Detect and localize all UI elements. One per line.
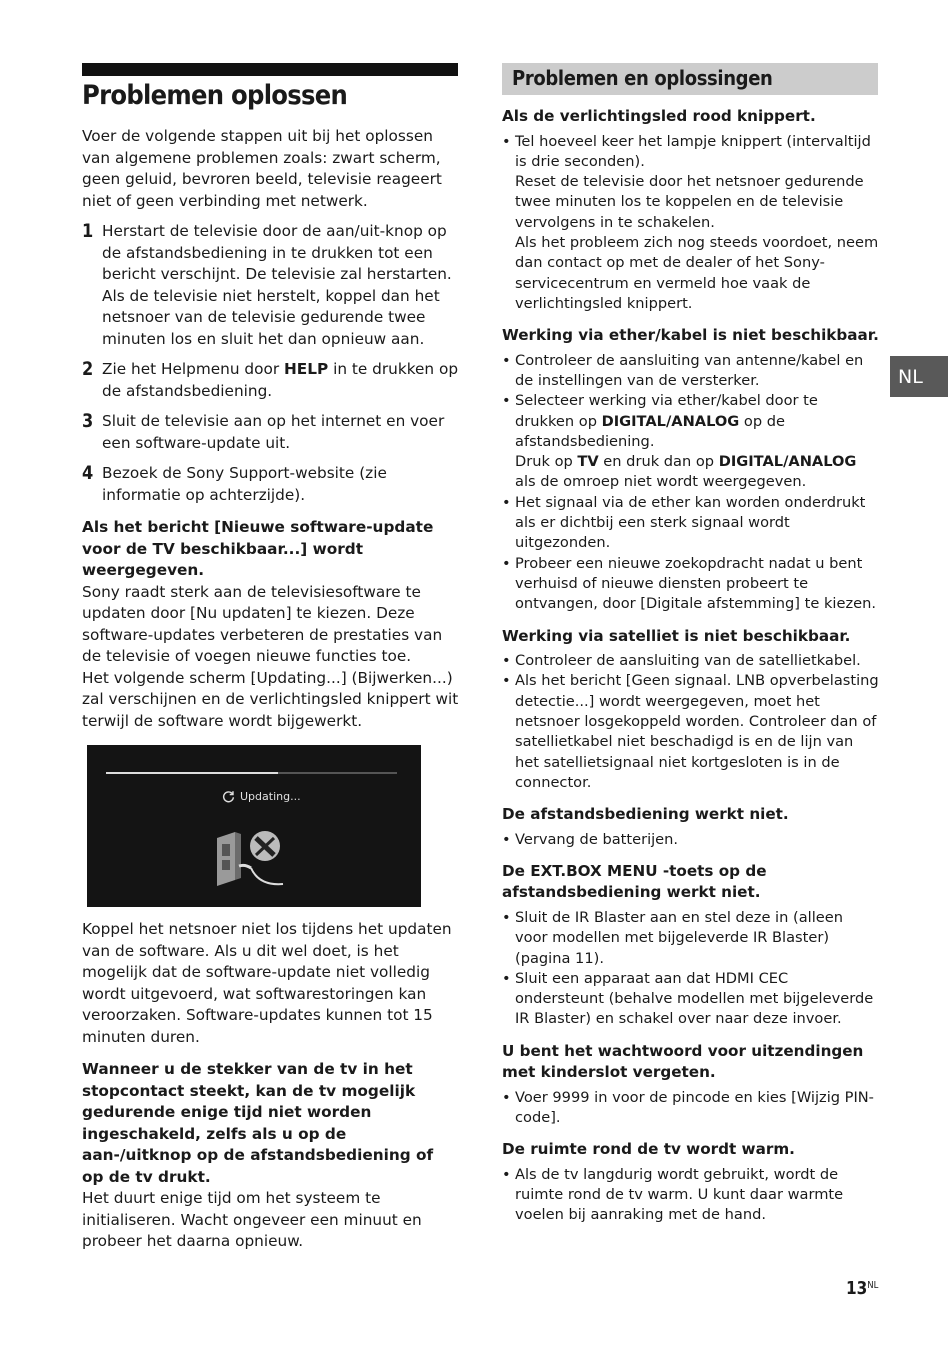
text-part: als de omroep niet wordt weergegeven.	[515, 473, 807, 491]
step-number: 1	[82, 220, 94, 242]
bullet-item: • Het signaal via de ether kan worden onderdrukt als er dichtbij een sterk signaal wordt uitgezonden.	[502, 493, 879, 554]
bullet-item: • Sluit de IR Blaster aan en stel deze in (alleen voor modellen met bijgeleverde IR Blaster) (pagina 11).	[502, 908, 879, 969]
bullet-list	[502, 830, 879, 850]
updating-text: Updating...	[240, 790, 301, 803]
text-part: en druk dan op	[598, 453, 719, 471]
section-ext-box	[502, 861, 879, 1030]
step-text: Bezoek de Sony Support-website (zie informatie op achterzijde).	[102, 464, 387, 504]
section-heading: De afstandsbediening werkt niet.	[502, 805, 789, 824]
update-text: Sony raadt sterk aan de televisiesoftware te updaten door [Nu updaten] te kiezen. Deze software-updates verbeteren de prestaties van de televisie of voegen nieuwe functies toe.	[82, 582, 443, 665]
section-ether-cable	[502, 325, 879, 614]
unplug-warning: Koppel het netsnoer niet los tijdens het updaten van de software. Als u dit wel doet, is het mogelijk dat de software-update niet volledig wordt uitgevoerd, wat softwarestoringen kan veroorzaken. Software-updates kunnen tot 15 minuten duren.	[82, 920, 452, 1046]
step-text: Herstart de televisie door de aan/uit-knop op de afstandsbediening in te drukken tot een bericht verschijnt. De televisie zal herstarten. Als de televisie niet herstelt, koppel dan het netsnoer van de televisie gedurende twee minuten los en sluit het dan opnieuw aan.	[102, 222, 452, 348]
bullet-item: • Als het bericht [Geen signaal. LNB opverbelasting detectie...] wordt weergegeven, moet het netsnoer losgekoppeld worden. Controleer dan of satellietkabel niet beschadigd is en de lijn van het satellietsignaal niet kortgesloten is in de connector.	[502, 671, 879, 793]
section-heading: Als de verlichtingsled rood knippert.	[502, 107, 816, 125]
page-title: Problemen oplossen	[82, 80, 348, 111]
bullet-list	[502, 908, 879, 1030]
section-heading: De EXT.BOX MENU -toets op de afstandsbediening werkt niet.	[502, 861, 767, 902]
section-heading: De ruimte rond de tv wordt warm.	[502, 1140, 795, 1159]
bullet-list	[502, 351, 879, 615]
section-header	[502, 63, 878, 95]
step-text-part: in te drukken op de afstandsbediening.	[102, 360, 459, 400]
section-parental-lock	[502, 1041, 879, 1129]
tv-key: TV	[577, 453, 599, 471]
updating-label	[222, 786, 301, 808]
section-title: Problemen en oplossingen	[512, 66, 773, 90]
section-heading: Werking via satelliet is niet beschikbaar.	[502, 626, 851, 645]
progress-fill	[106, 772, 278, 774]
update-heading: Als het bericht [Nieuwe software-update voor de TV beschikbaar...] wordt weergegeven.	[82, 518, 434, 579]
section-heading: U bent het wachtwoord voor uitzendingen met kinderslot vergeten.	[502, 1041, 864, 1082]
plug-in-heading: Wanneer u de stekker van de tv in het stopcontact steekt, kan de tv mogelijk gedurende enige tijd niet worden ingeschakeld, zelfs als u op de aan-/uitknop op de afstandsbediening of op de tv drukt.	[82, 1060, 434, 1186]
progress-bar	[106, 772, 397, 774]
bullet-item	[502, 391, 879, 492]
unplug-icon	[215, 828, 287, 888]
language-tab: NL	[890, 356, 948, 397]
bullet-text: • Tel hoeveel keer het lampje knippert (intervaltijd is drie seconden).	[515, 132, 871, 170]
help-key: HELP	[284, 360, 329, 378]
right-column	[502, 106, 879, 1237]
steps-list	[82, 221, 459, 506]
bullet-item: • Voer 9999 in voor de pincode en kies [Wijzig PIN-code].	[502, 1088, 879, 1129]
bullet-item: • Sluit een apparaat aan dat HDMI CEC ondersteunt (behalve modellen met bijgeleverde IR Blaster) en schakel over naar deze invoer.	[502, 969, 879, 1030]
intro-text: Voer de volgende stappen uit bij het oplossen van algemene problemen zoals: zwart scherm, geen geluid, bevroren beeld, televisie reageert niet of geen verbinding met netwerk.	[82, 127, 442, 210]
page-number	[846, 1278, 878, 1299]
step-text-part: Zie het Helpmenu door	[102, 360, 284, 378]
bullet-item: • Als de tv langdurig wordt gebruikt, wordt de ruimte rond de tv warm. U kunt daar warmte voelen bij aanraking met de hand.	[502, 1165, 879, 1226]
section-remote	[502, 804, 879, 850]
bullet-list	[502, 1088, 879, 1129]
section-warm	[502, 1139, 879, 1225]
left-column	[82, 126, 459, 1253]
bullet-list	[502, 651, 879, 793]
step-text	[102, 359, 459, 402]
bullet-item: • Probeer een nieuwe zoekopdracht nadat u bent verhuisd of nieuwe diensten probeert te ontvangen, door [Digitale afstemming] te kiezen.	[502, 554, 879, 615]
title-rule	[82, 63, 458, 76]
page-number-suffix: NL	[867, 1280, 879, 1291]
bullet-item: • Controleer de aansluiting van de satellietkabel.	[502, 651, 879, 671]
section-satellite	[502, 626, 879, 794]
page-number-value: 13	[846, 1278, 868, 1299]
bullet-text: Als het probleem zich nog steeds voordoet, neem dan contact op met de dealer of het Sony-servicecentrum en vermeld hoe vaak de verlichtingsled knippert.	[515, 233, 879, 312]
refresh-icon	[222, 790, 235, 803]
digital-analog-key: DIGITAL/ANALOG	[718, 453, 857, 471]
bullet-text	[515, 452, 879, 493]
bullet-text: Reset de televisie door het netsnoer gedurende twee minuten los te koppelen en de televisie vervolgens in te schakelen.	[515, 173, 864, 231]
bullet-item	[502, 132, 879, 315]
step-3	[82, 411, 459, 454]
step-number: 4	[82, 462, 94, 484]
step-number: 2	[82, 358, 94, 380]
text-part: Druk op	[515, 453, 578, 471]
bullet-text	[515, 391, 879, 452]
step-4	[82, 463, 459, 506]
bullet-list	[502, 1165, 879, 1226]
digital-analog-key: DIGITAL/ANALOG	[601, 412, 740, 430]
text-part: op de afstandsbediening.	[515, 412, 785, 450]
plug-in-text: Het duurt enige tijd om het systeem te initialiseren. Wacht ongeveer een minuut en probeer het daarna opnieuw.	[82, 1189, 422, 1250]
text-part: Selecteer werking via ether/kabel door te drukken op	[515, 392, 818, 430]
step-number: 3	[82, 410, 94, 432]
bullet-list	[502, 132, 879, 315]
step-1	[82, 221, 459, 350]
bullet-item: • Controleer de aansluiting van antenne/kabel en de instellingen van de versterker.	[502, 351, 879, 392]
section-heading: Werking via ether/kabel is niet beschikbaar.	[502, 326, 879, 345]
section-red-led	[502, 106, 879, 314]
step-2	[82, 359, 459, 402]
step-text: Sluit de televisie aan op het internet en voer een software-update uit.	[102, 412, 445, 452]
update-text-2: Het volgende scherm [Updating...] (Bijwerken...) zal verschijnen en de verlichtingsled knippert wit terwijl de software wordt bijgewerkt.	[82, 668, 459, 730]
bullet-item: • Vervang de batterijen.	[502, 830, 879, 850]
updating-screen-image	[87, 745, 421, 907]
